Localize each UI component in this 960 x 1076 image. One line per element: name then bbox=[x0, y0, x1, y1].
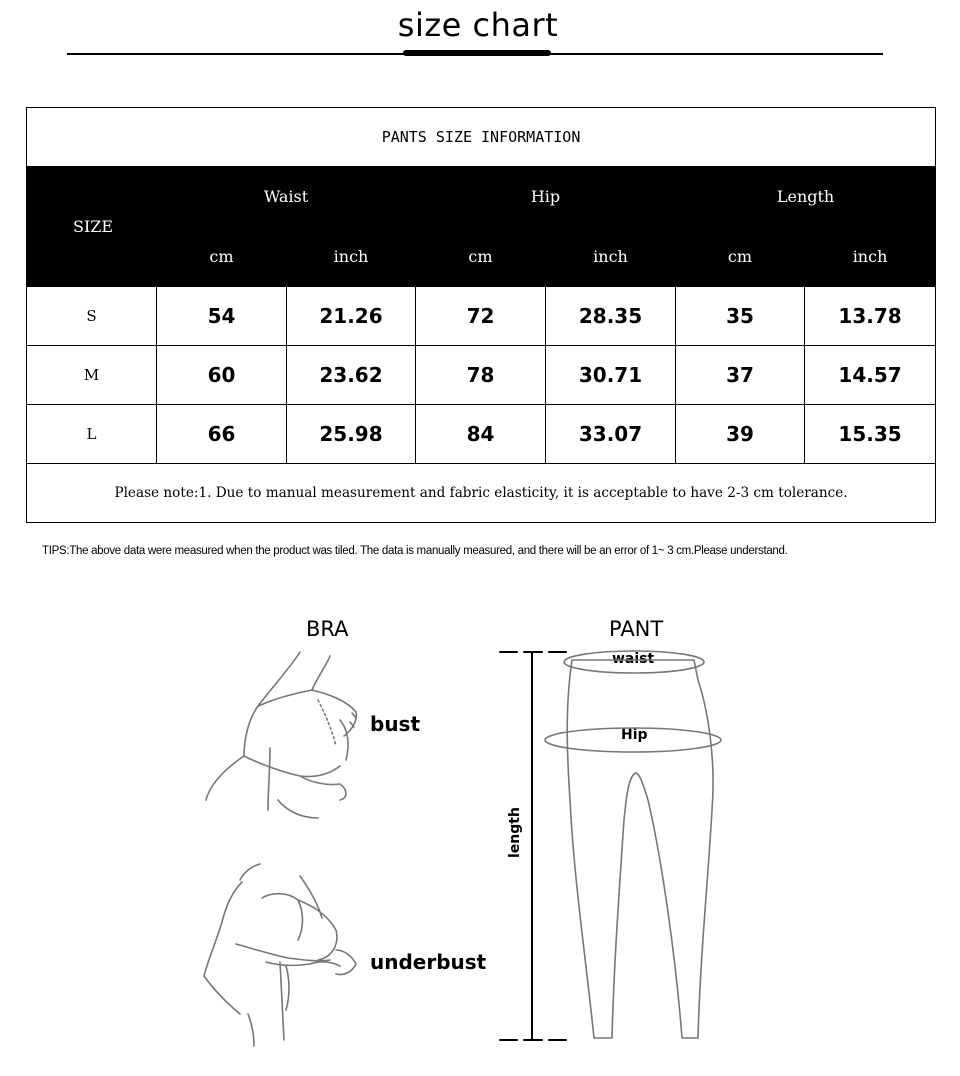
value-cell: 39 bbox=[676, 405, 805, 464]
tolerance-note: Please note:1. Due to manual measurement and fabric elasticity, it is acceptable to have 2-3 cm tolerance. bbox=[27, 464, 936, 523]
length-group-header: Length bbox=[676, 167, 936, 227]
value-cell: 23.62 bbox=[287, 346, 416, 405]
unit-header: cm bbox=[157, 227, 287, 287]
bra-figure-title: BRA bbox=[306, 617, 349, 641]
unit-header: inch bbox=[287, 227, 416, 287]
value-cell: 35 bbox=[676, 287, 805, 346]
table-caption: PANTS SIZE INFORMATION bbox=[27, 108, 936, 167]
underbust-figure-illustration bbox=[204, 864, 356, 1046]
value-cell: 60 bbox=[157, 346, 287, 405]
waist-label: waist bbox=[612, 651, 655, 667]
value-cell: 14.57 bbox=[805, 346, 936, 405]
underbust-label: underbust bbox=[370, 950, 487, 974]
unit-header: inch bbox=[805, 227, 936, 287]
size-column-header: SIZE bbox=[27, 167, 157, 287]
value-cell: 33.07 bbox=[546, 405, 676, 464]
value-cell: 37 bbox=[676, 346, 805, 405]
bust-label: bust bbox=[370, 712, 421, 736]
value-cell: 66 bbox=[157, 405, 287, 464]
length-ruler bbox=[500, 652, 566, 1040]
size-cell: S bbox=[27, 287, 157, 346]
value-cell: 78 bbox=[416, 346, 546, 405]
bust-figure-illustration bbox=[206, 652, 356, 818]
value-cell: 28.35 bbox=[546, 287, 676, 346]
hip-label: Hip bbox=[621, 727, 648, 743]
length-label: length bbox=[507, 807, 523, 858]
value-cell: 54 bbox=[157, 287, 287, 346]
waist-group-header: Waist bbox=[157, 167, 416, 227]
value-cell: 13.78 bbox=[805, 287, 936, 346]
value-cell: 21.26 bbox=[287, 287, 416, 346]
size-cell: M bbox=[27, 346, 157, 405]
value-cell: 30.71 bbox=[546, 346, 676, 405]
unit-header: cm bbox=[676, 227, 805, 287]
value-cell: 72 bbox=[416, 287, 546, 346]
size-cell: L bbox=[27, 405, 157, 464]
value-cell: 84 bbox=[416, 405, 546, 464]
value-cell: 25.98 bbox=[287, 405, 416, 464]
hip-group-header: Hip bbox=[416, 167, 676, 227]
pant-illustration bbox=[545, 651, 721, 1038]
value-cell: 15.35 bbox=[805, 405, 936, 464]
pant-figure-title: PANT bbox=[609, 617, 664, 641]
tips-text: TIPS:The above data were measured when the product was tiled. The data is manually measured, and there will be an error of 1~ 3 cm.Please understand. bbox=[42, 545, 788, 557]
unit-header: inch bbox=[546, 227, 676, 287]
page-title: size chart bbox=[397, 6, 559, 44]
unit-header: cm bbox=[416, 227, 546, 287]
